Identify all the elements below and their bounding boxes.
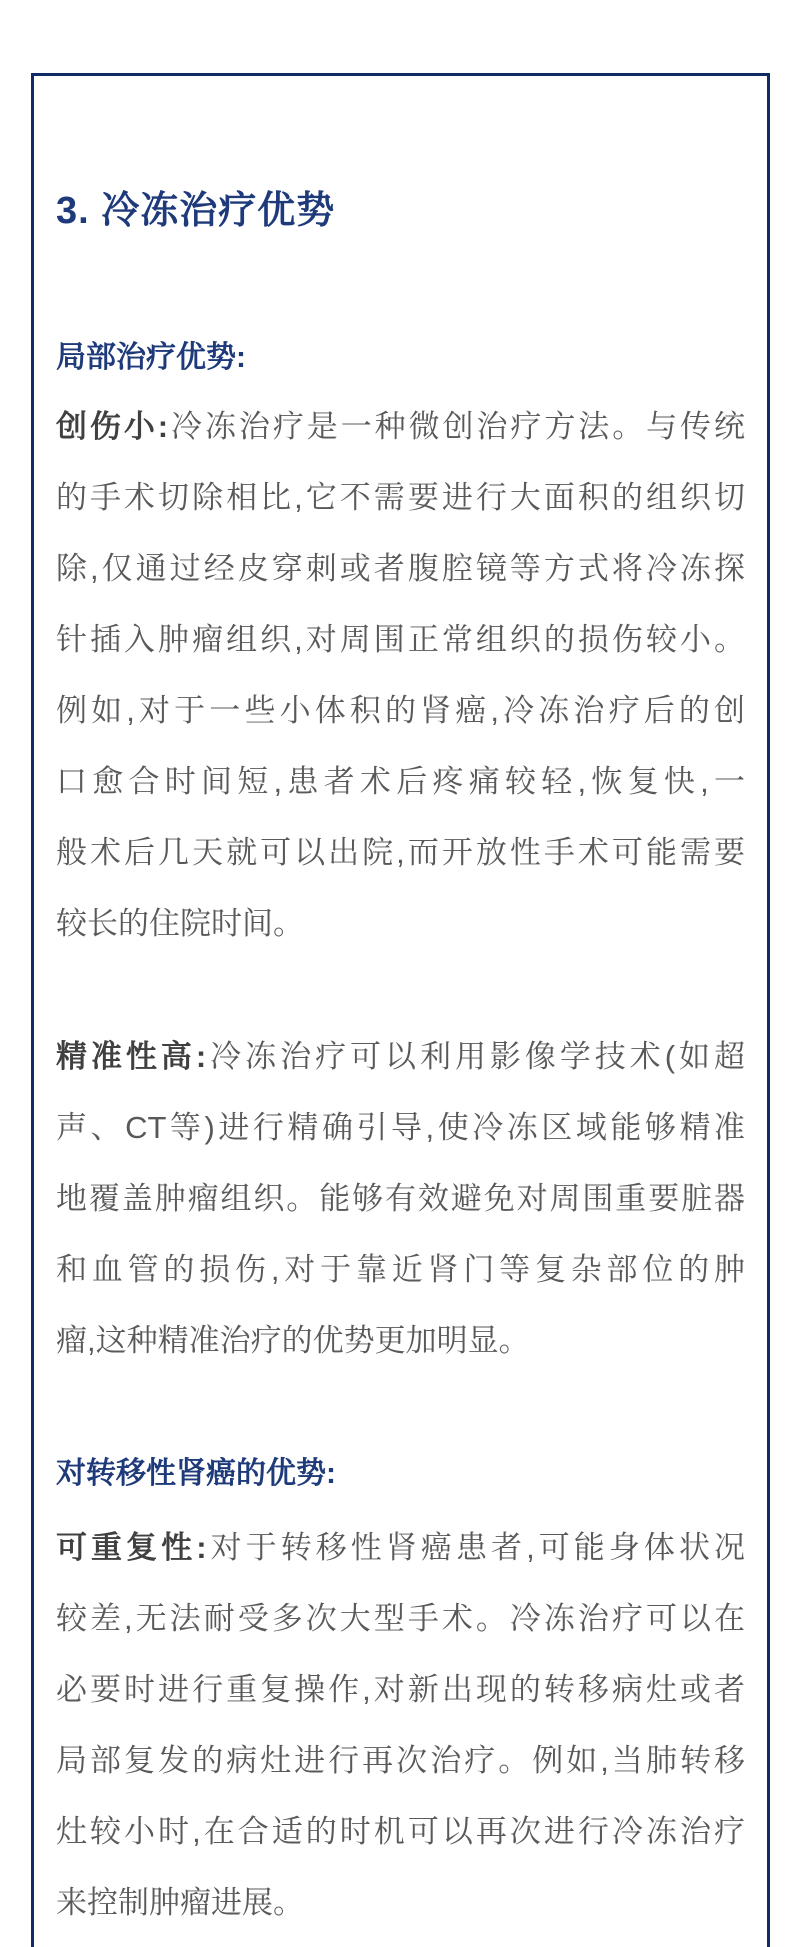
- text-span: 对于转移性肾癌患者,可能身体状况: [206, 1530, 745, 1565]
- paragraph-minimally-invasive: [56, 391, 745, 959]
- text-line: 灶较小时,在合适的时机可以再次进行冷冻治疗: [56, 1814, 745, 1849]
- content-frame: [31, 73, 770, 1947]
- text-line: 较差,无法耐受多次大型手术。冷冻治疗可以在: [56, 1601, 745, 1636]
- paragraph-lead: 可重复性:: [56, 1530, 207, 1565]
- text-line: 瘤,这种精准治疗的优势更加明显。: [56, 1323, 530, 1358]
- text-line: 针插入肿瘤组织,对周围正常组织的损伤较小。: [56, 622, 745, 657]
- text-line: 来控制肿瘤进展。: [56, 1885, 304, 1920]
- text-span: 冷冻治疗是一种微创治疗方法。与传统: [168, 409, 745, 444]
- text-line: [56, 391, 745, 462]
- text-line: 的手术切除相比,它不需要进行大面积的组织切: [56, 480, 745, 515]
- text-line: 例如,对于一些小体积的肾癌,冷冻治疗后的创: [56, 693, 745, 728]
- text-line: 般术后几天就可以出院,而开放性手术可能需要: [56, 835, 745, 870]
- article-body: [34, 188, 767, 1938]
- text-span: 冷冻治疗可以利用影像学技术(如超: [206, 1039, 745, 1074]
- section-heading-metastatic-advantages: 对转移性肾癌的优势:: [56, 1457, 336, 1490]
- text-line: [56, 1512, 745, 1583]
- text-line: 局部复发的病灶进行再次治疗。例如,当肺转移: [56, 1743, 745, 1778]
- text-line: 除,仅通过经皮穿刺或者腹腔镜等方式将冷冻探: [56, 551, 745, 586]
- paragraph-lead: 创伤小:: [56, 409, 169, 444]
- paragraph-high-precision: [56, 1021, 745, 1376]
- section-heading-local-advantages: 局部治疗优势:: [56, 341, 246, 374]
- paragraph-repeatability: [56, 1512, 745, 1938]
- page-title: 3. 冷冻治疗优势: [56, 190, 336, 232]
- text-line: 地覆盖肿瘤组织。能够有效避免对周围重要脏器: [56, 1181, 745, 1216]
- text-line: 声、CT等)进行精确引导,使冷冻区域能够精准: [56, 1110, 745, 1145]
- text-line: 口愈合时间短,患者术后疼痛较轻,恢复快,一: [56, 764, 745, 799]
- text-line: 和血管的损伤,对于靠近肾门等复杂部位的肿: [56, 1252, 745, 1287]
- text-line: [56, 1021, 745, 1092]
- text-line: 较长的住院时间。: [56, 906, 304, 941]
- paragraph-lead: 精准性高:: [56, 1039, 207, 1074]
- text-line: 必要时进行重复操作,对新出现的转移病灶或者: [56, 1672, 745, 1707]
